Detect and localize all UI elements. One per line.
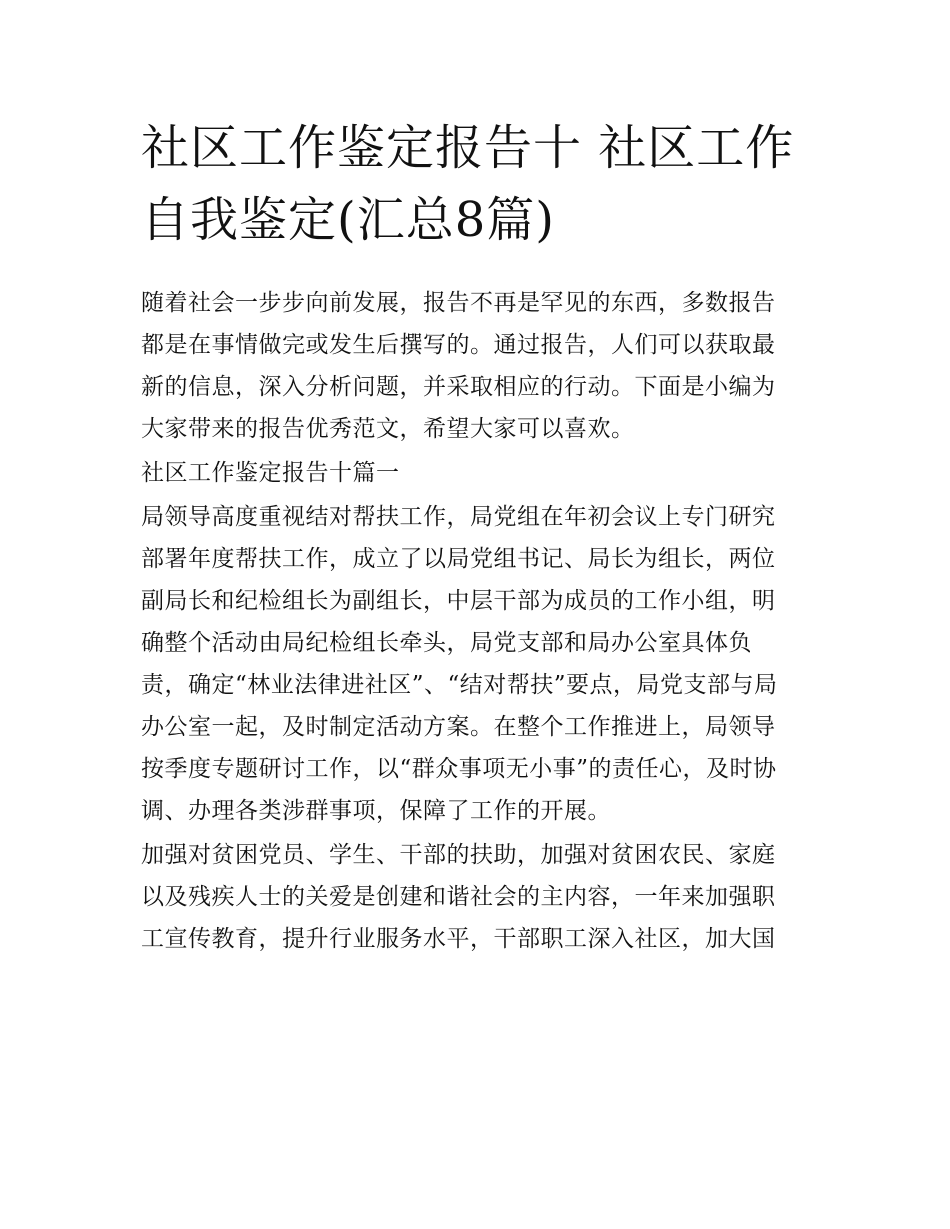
text-line: 部署年度帮扶工作，成立了以局党组书记、局长为组长，两位 <box>141 546 776 572</box>
title-line: 社区工作鉴定报告十 社区工作 <box>141 120 795 176</box>
intro-paragraph <box>141 282 813 450</box>
section-heading <box>141 452 813 494</box>
text-line: 大家带来的报告优秀范文，希望大家可以喜欢。 <box>141 416 635 442</box>
body-paragraph <box>141 496 813 832</box>
title-line: 自我鉴定(汇总8篇) <box>141 192 555 248</box>
text-line: 都是在事情做完或发生后撰写的。通过报告，人们可以获取最 <box>141 332 776 358</box>
text-line: 副局长和纪检组长为副组长，中层干部为成员的工作小组，明 <box>141 588 776 614</box>
text-line: 加强对贫困党员、学生、干部的扶助，加强对贫困农民、家庭 <box>141 842 776 868</box>
text-line: 社区工作鉴定报告十篇一 <box>141 460 400 486</box>
document-body <box>141 112 813 960</box>
text-line: 按季度专题研讨工作，以“群众事项无小事”的责任心，及时协 <box>141 756 777 782</box>
body-paragraph <box>141 834 813 960</box>
document-title <box>141 112 813 256</box>
text-line: 责，确定“林业法律进社区”、“结对帮扶”要点，局党支部与局 <box>141 672 778 698</box>
text-line: 办公室一起，及时制定活动方案。在整个工作推进上，局领导 <box>141 714 776 740</box>
text-line: 以及残疾人士的关爱是创建和谐社会的主内容，一年来加强职 <box>141 884 776 910</box>
text-line: 调、办理各类涉群事项，保障了工作的开展。 <box>141 798 611 824</box>
text-line: 确整个活动由局纪检组长牵头，局党支部和局办公室具体负 <box>141 630 752 656</box>
text-line: 局领导高度重视结对帮扶工作，局党组在年初会议上专门研究 <box>141 504 776 530</box>
text-line: 随着社会一步步向前发展，报告不再是罕见的东西，多数报告 <box>141 290 776 316</box>
text-line: 新的信息，深入分析问题，并采取相应的行动。下面是小编为 <box>141 374 776 400</box>
text-line: 工宣传教育，提升行业服务水平，干部职工深入社区，加大国 <box>141 926 776 952</box>
